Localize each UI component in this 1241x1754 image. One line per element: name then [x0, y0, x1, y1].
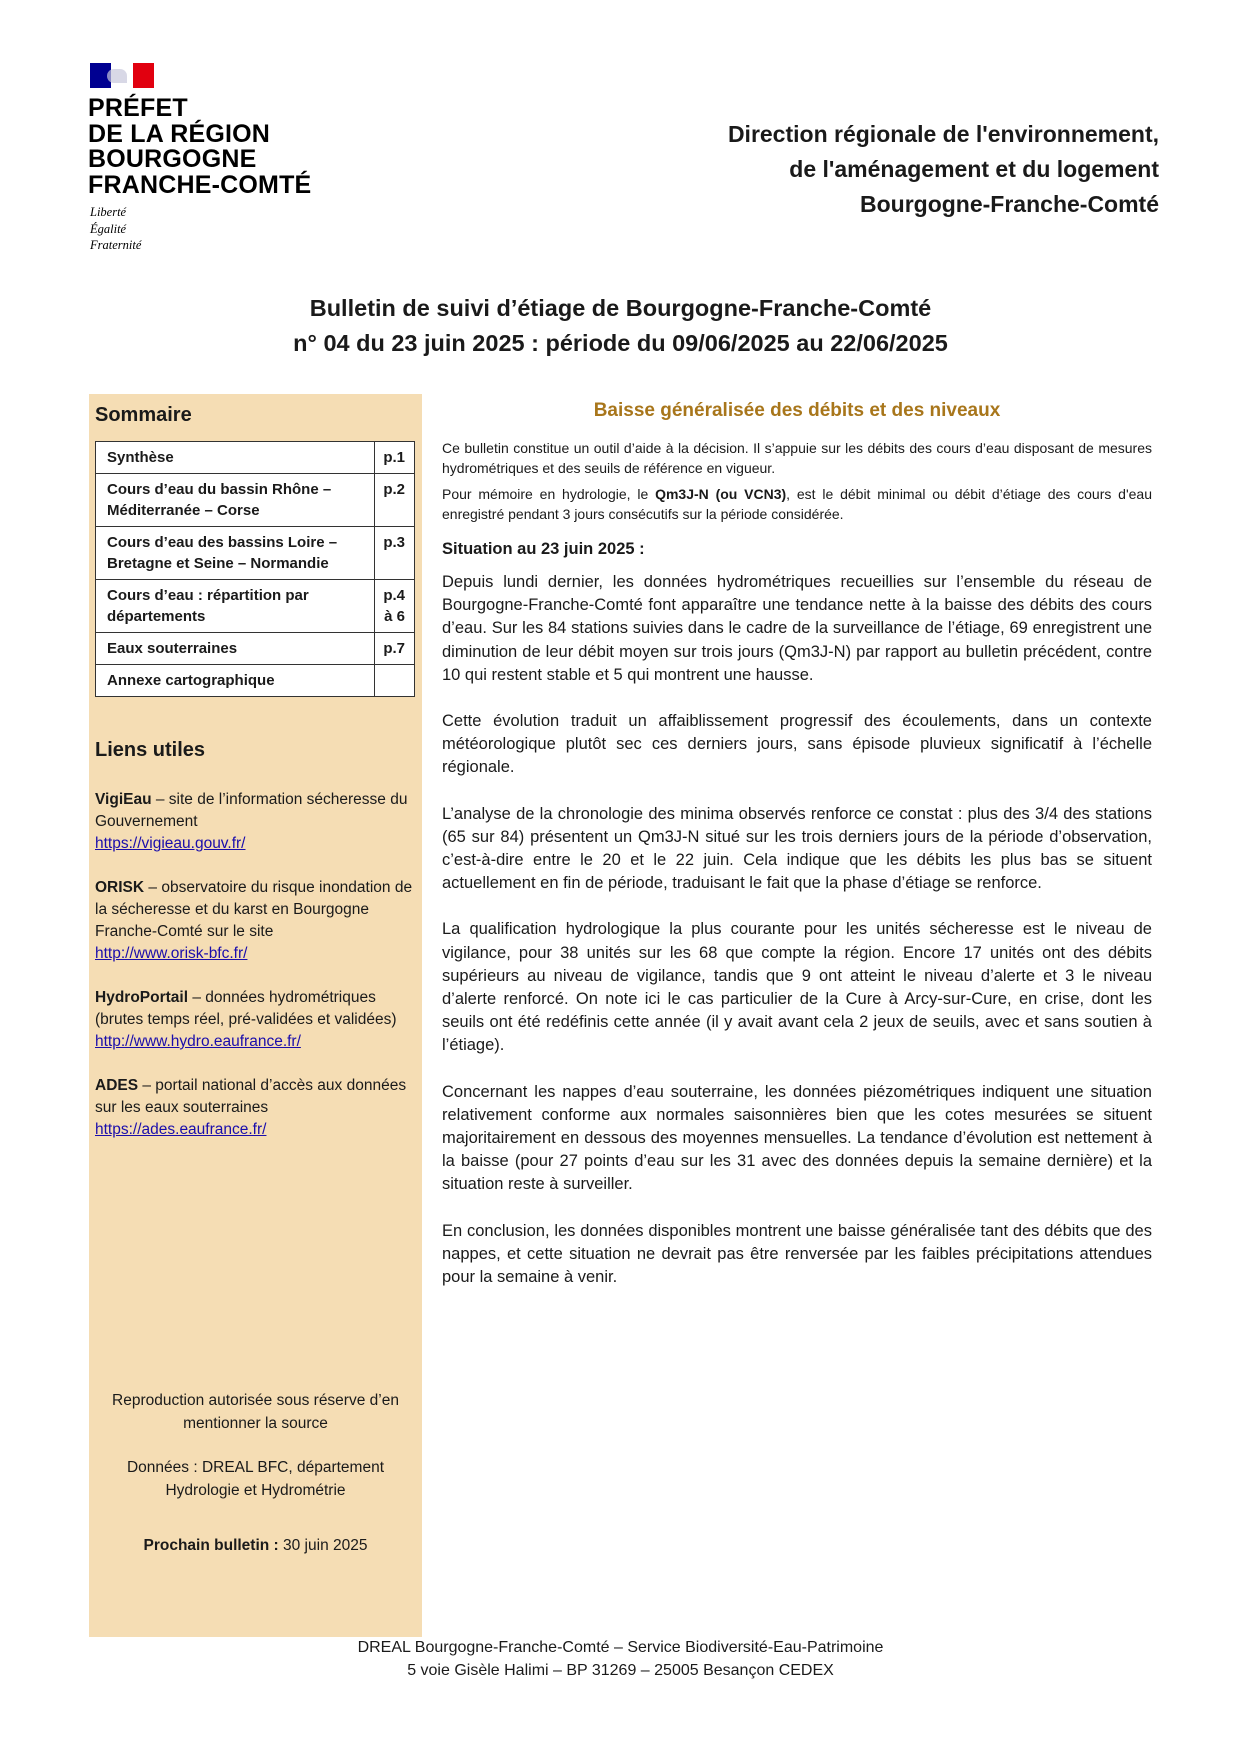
marianne-flag-logo [90, 63, 154, 88]
body-paragraph: En conclusion, les données disponibles montrent une baisse généralisée tant des débits que des nappes, et cette situation ne devrait pas être renversée par les faibles précipitations attendues pour la semaine à venir. [442, 1221, 1152, 1287]
prefet-line: FRANCHE-COMTÉ [88, 170, 312, 199]
footer-line-2: 5 voie Gisèle Halimi – BP 31269 – 25005 Besançon CEDEX [407, 1661, 834, 1679]
toc-page: p.1 [375, 442, 415, 474]
link-desc: – portail national d’accès aux données sur les eaux souterraines [95, 1077, 407, 1116]
motto-line: Égalité [90, 221, 127, 236]
toc-page: p.7 [375, 633, 415, 665]
intro-paragraph [442, 484, 1152, 524]
useful-links [95, 789, 420, 1163]
toc-page: p.2 [375, 474, 415, 527]
sommaire-heading: Sommaire [95, 404, 192, 426]
link-desc: – données hydrométriques (brutes temps réel, pré-validées et validées) [95, 989, 397, 1028]
link-desc: – site de l’information sécheresse du Gouvernement [95, 791, 408, 830]
dreal-line: de l'aménagement et du logement [789, 156, 1159, 182]
dreal-heading [728, 117, 1159, 222]
toc-row[interactable] [96, 665, 415, 697]
link-url[interactable]: https://ades.eaufrance.fr/ [95, 1121, 267, 1138]
prefet-logo-text [88, 96, 311, 198]
reproduction-note: Reproduction autorisée sous réserve d’en mentionner la source [112, 1392, 399, 1432]
toc-page: p.3 [375, 527, 415, 580]
table-of-contents [95, 441, 415, 697]
main-content [442, 400, 1152, 1312]
sidebar-panel [89, 394, 422, 1637]
prefet-line: DE LA RÉGION [88, 119, 271, 148]
toc-page [375, 665, 415, 697]
toc-label: Cours d’eau : répartition par départements [96, 580, 375, 633]
toc-label: Cours d’eau des bassins Loire – Bretagne et Seine – Normandie [96, 527, 375, 580]
link-item [95, 1075, 420, 1141]
next-bulletin-label: Prochain bulletin : [143, 1537, 279, 1554]
footer-line-1: DREAL Bourgogne-Franche-Comté – Service Biodiversité-Eau-Patrimoine [357, 1639, 884, 1656]
link-url[interactable]: http://www.orisk-bfc.fr/ [95, 945, 248, 962]
body-paragraph: Concernant les nappes d’eau souterraine, les données piézométriques indiquent une situation relativement conforme aux normales saisonnières bien que les cotes mesurées se situent majoritairement en dessous des moyennes mensuelles. La tendance d’évolution est nettement à la baisse (pour 27 points d’eau sur les 31 avec des données depuis la semaine dernière) et la situation reste à surveiller. [442, 1082, 1152, 1194]
toc-label: Eaux souterraines [96, 633, 375, 665]
link-item [95, 877, 420, 965]
motto-line: Liberté [90, 205, 127, 219]
link-url[interactable]: http://www.hydro.eaufrance.fr/ [95, 1033, 301, 1050]
link-name: ADES [95, 1077, 139, 1094]
toc-row[interactable] [96, 474, 415, 527]
toc-row[interactable] [96, 527, 415, 580]
link-desc: – observatoire du risque inondation de la sécheresse et du karst en Bourgogne Franche-Comté sur le site [95, 879, 413, 940]
next-bulletin [89, 1535, 422, 1558]
prefet-line: BOURGOGNE [88, 145, 257, 173]
toc-label: Cours d’eau du bassin Rhône – Méditerranée – Corse [96, 474, 375, 527]
toc-row[interactable] [96, 442, 415, 474]
intro-text: Pour mémoire en hydrologie, le [442, 486, 656, 502]
intro-term: Qm3J-N (ou VCN3) [655, 486, 787, 502]
main-heading: Baisse généralisée des débits et des niveaux [593, 400, 1001, 421]
link-name: ORISK [95, 879, 145, 896]
body-paragraph: Cette évolution traduit un affaiblissement progressif des écoulements, dans un contexte météorologique plutôt sec ces derniers jours, sans épisode pluvieux significatif à l’échelle régionale. [442, 712, 1152, 777]
intro-text: , est le débit minimal ou débit d’étiage des cours d'eau enregistré pendant 3 jours consécutifs sur la période considérée. [442, 486, 1152, 522]
body-paragraph: L’analyse de la chronologie des minima observés renforce ce constat : plus des 3/4 des stations (65 sur 84) présentent un Qm3J-N situé sur les trois derniers jours de la période d’observation, c’est-à-dire entre le 20 et le 22 juin. Cela indique que les débits les plus bas se situent actuellement en fin de période, traduisant le fait que la phase d’étiage se renforce. [442, 804, 1152, 893]
dreal-line: Direction régionale de l'environnement, [727, 121, 1159, 147]
link-name: HydroPortail [95, 989, 189, 1006]
body-paragraph: La qualification hydrologique la plus courante pour les unités sécheresse est le niveau de vigilance, pour 38 unités sur les 68 que compte la région. Encore 17 unités ont des débits supérieurs au niveau de vigilance, tandis que 9 ont atteint le niveau d’alerte et 3 le niveau d’alerte renforcé. On note ici le cas particulier de la Cure à Arcy-sur-Cure, en crise, dont les seuils ont été redéfinis cette année (il y avait avant cela 2 jeux de seuils, avec et sans soutien à l’étiage). [442, 920, 1152, 1055]
title-line-2: n° 04 du 23 juin 2025 : période du 09/06/2025 au 22/06/2025 [293, 330, 948, 356]
bulletin-title [0, 291, 1241, 361]
link-item [95, 987, 420, 1053]
title-line-1: Bulletin de suivi d’étiage de Bourgogne-Franche-Comté [309, 295, 932, 321]
intro-paragraph: Ce bulletin constitue un outil d’aide à la décision. Il s’appuie sur les débits des cours d’eau disposant de mesures hydrométriques et des seuils de référence en vigueur. [442, 440, 1152, 476]
dreal-line: Bourgogne-Franche-Comté [860, 191, 1159, 217]
toc-row[interactable] [96, 580, 415, 633]
toc-page: p.4 à 6 [375, 580, 415, 633]
next-bulletin-date: 30 juin 2025 [278, 1537, 368, 1554]
data-source-note: Données : DREAL BFC, département Hydrologie et Hydrométrie [126, 1459, 385, 1499]
liens-heading: Liens utiles [95, 739, 206, 761]
situation-heading: Situation au 23 juin 2025 : [442, 540, 645, 558]
link-name: VigiEau [95, 791, 152, 808]
toc-row[interactable] [96, 633, 415, 665]
page-footer [0, 1637, 1241, 1682]
link-url[interactable]: https://vigieau.gouv.fr/ [95, 835, 246, 852]
motto-line: Fraternité [90, 238, 142, 252]
toc-label: Synthèse [96, 442, 375, 474]
body-paragraph: Depuis lundi dernier, les données hydrométriques recueillies sur l’ensemble du réseau de Bourgogne-Franche-Comté font apparaître une tendance nette à la baisse des débits des cours d’eau. Sur les 84 stations suivies dans le cadre de la surveillance de l’étiage, 69 enregistrent une diminution de leur débit moyen sur trois jours (Qm3J-N) par rapport au bulletin précédent, contre 10 qui restent stable et 5 qui montrent une hausse. [442, 573, 1152, 684]
toc-label: Annexe cartographique [96, 665, 375, 697]
prefet-line: PRÉFET [88, 94, 188, 122]
link-item [95, 789, 420, 855]
republic-motto [90, 204, 141, 254]
